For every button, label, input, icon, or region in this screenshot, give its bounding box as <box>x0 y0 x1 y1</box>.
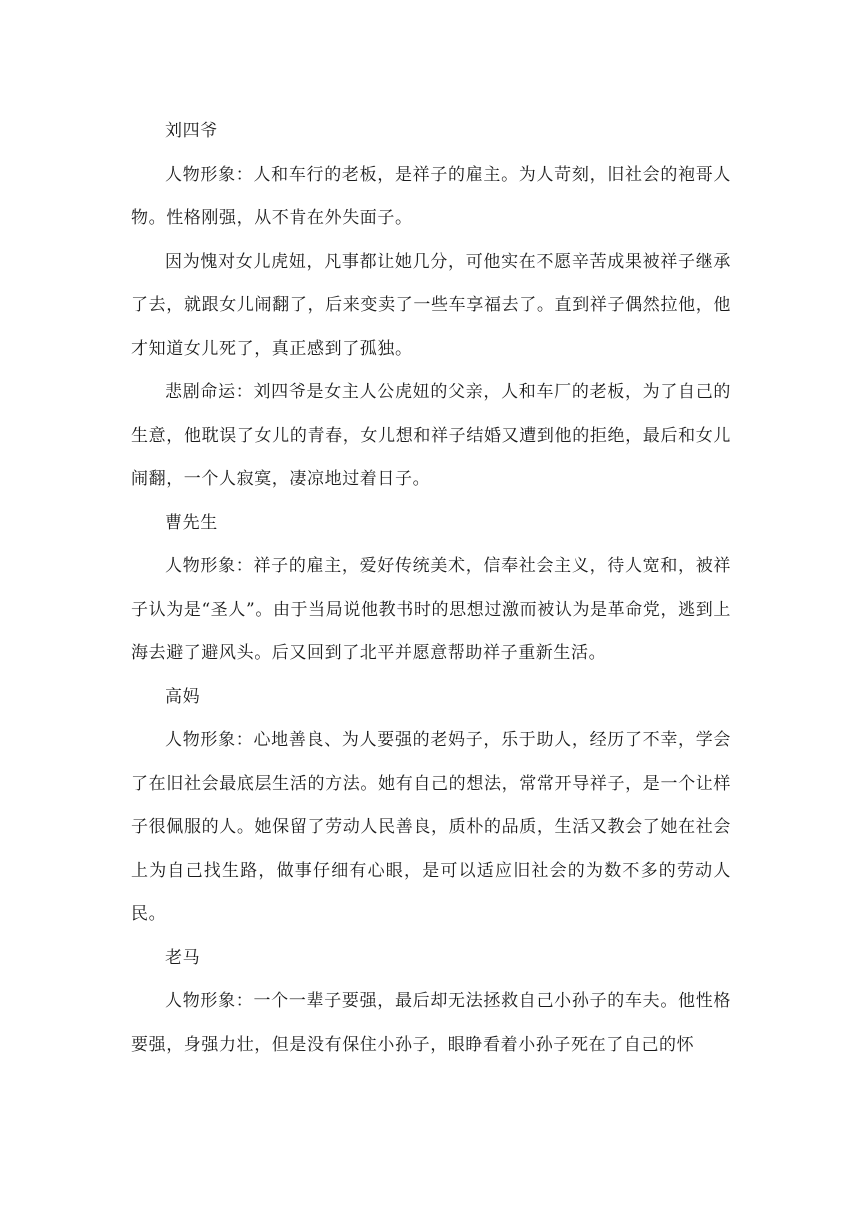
heading-gao-ma: 高妈 <box>165 686 201 707</box>
document-page <box>131 110 731 1067</box>
paragraph-liu-siye-image: 人物形象：人和车行的老板，是祥子的雇主。为人苛刻，旧社会的袍哥人物。性格刚强，从不肯在外失面子。 <box>131 164 731 228</box>
heading-liu-siye: 刘四爷 <box>165 121 218 141</box>
paragraph-liu-siye-story: 因为愧对女儿虎妞，凡事都让她几分，可他实在不愿辛苦成果被祥子继承了去，就跟女儿闹翻了，后来变卖了一些车享福去了。直到祥子偶然拉他，他才知道女儿死了，真正感到了孤独。 <box>131 251 731 359</box>
paragraph-gao-ma-image: 人物形象：心地善良、为人要强的老妈子，乐于助人，经历了不幸，学会了在旧社会最底层生活的方法。她有自己的想法，常常开导祥子，是一个让样子很佩服的人。她保留了劳动人民善良，质朴的品质，生活又教会了她在社会上为自己找生路，做事仔细有心眼，是可以适应旧社会的为数不多的劳动人民。 <box>131 730 731 924</box>
paragraph-lao-ma-image: 人物形象：一个一辈子要强，最后却无法拯救自己小孙子的车夫。他性格要强，身强力壮，但是没有保住小孙子，眼睁看着小孙子死在了自己的怀 <box>131 991 731 1055</box>
paragraph-liu-siye-fate: 悲剧命运：刘四爷是女主人公虎妞的父亲，人和车厂的老板，为了自己的生意，他耽误了女儿的青春，女儿想和祥子结婚又遭到他的拒绝，最后和女儿闹翻，一个人寂寞，凄凉地过着日子。 <box>131 382 731 489</box>
heading-lao-ma: 老马 <box>165 947 201 968</box>
paragraph-cao-xiansheng-image: 人物形象：祥子的雇主，爱好传统美术，信奉社会主义，待人宽和，被祥子认为是“圣人”。由于当局说他教书时的思想过激而被认为是革命党，逃到上海去避了避风头。后又回到了北平并愿意帮助祥子重新生活。 <box>131 556 731 663</box>
heading-cao-xiansheng: 曹先生 <box>165 512 218 533</box>
